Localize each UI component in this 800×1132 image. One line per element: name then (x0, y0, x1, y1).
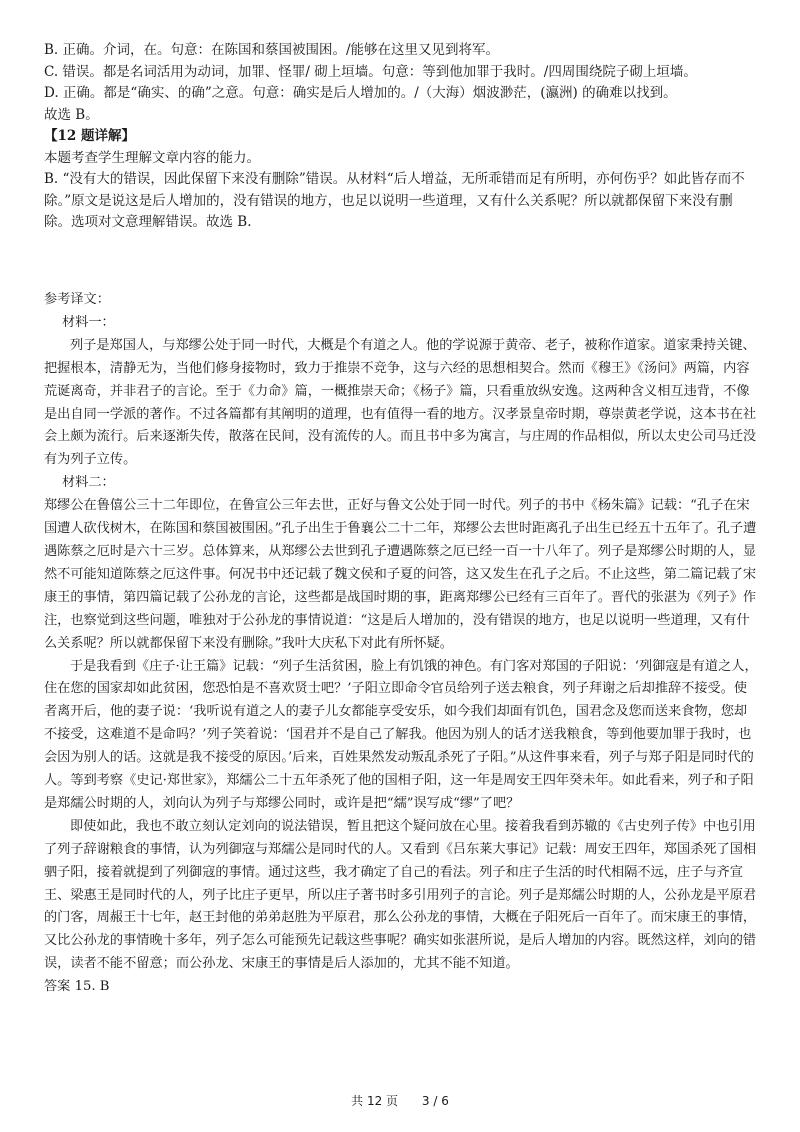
material-1-text: 列子是郑国人，与郑缪公处于同一时代，大概是个有道之人。他的学说源于黄帝、老子，被称作道家。道家秉持关键、把握根本，清静无为，当他们修身接物时，致力于推崇不竞争，这与六经的思想相契合。然而《穆王》《汤问》两篇，内容荒诞离奇，并非君子的言论。至于《力命》篇，一概推崇天命；《杨子》篇，只看重放纵安逸。这两种含义相互违背，不像是出自同一学派的著作。不过各篇都有其阐明的道理，也有值得一看的地方。汉孝景皇帝时期，尊崇黄老学说，这本书在社会上颇为流行。后来逐渐失传，散落在民间，没有流传的人。而且书中多为寓言，与庄周的作品相似，所以太史公司马迁没有为列子立传。 (44, 337, 757, 468)
page-footer (0, 1092, 800, 1109)
question-12-heading: 【12 题详解】 (44, 128, 135, 144)
material-1-label: 材料一： (62, 314, 115, 330)
reference-translation-section (44, 289, 758, 999)
answer-explanation-section (44, 40, 756, 234)
option-b-explanation: B. 正确。介词，在。句意：在陈国和蔡国被围困。/能够在这里又见到将军。 (44, 42, 500, 58)
option-c-explanation: C. 错误。都是名词活用为动词，加罪、怪罪/ 砌上垣墙。句意：等到他加罪于我时。/四周围绕院子砌上垣墙。 (44, 63, 697, 80)
page-indicator: 3 / 6 (421, 1094, 449, 1108)
material-2-paragraph-2: 于是我看到《庄子·让王篇》记载：“列子生活贫困，脸上有饥饿的神色。有门客对郑国的子阳说：‘列御寇是有道之人，住在您的国家却如此贫困，您恐怕是不喜欢贤士吧？’子阳立即命令官员给列子送去粮食，列子拜谢之后却推辞不接受。使者离开后，他的妻子说：‘我听说有道之人的妻子儿女都能享受安乐，如今我们却面有饥色，国君念及您而送来食物，您却不接受，这难道不是命吗？’列子笑着说：‘国君并不是自己了解我。他因为别人的话才送我粮食，等到他要加罪于我时，也会因为别人的话。这就是我不接受的原因。’后来，百姓果然发动叛乱杀死了子阳。”从这件事来看，列子与郑子阳是同时代的人。等到考察《史记·郑世家》，郑繻公二十五年杀死了他的国相子阳，这一年是周安王四年癸未年。如此看来，列子和子阳是郑繻公时期的人，刘向认为列子与郑缪公同时，或许是把“繻”误写成“缪”了吧？ (44, 658, 758, 811)
option-d-explanation: D. 正确。都是“确实、的确”之意。句意：确实是后人增加的。/（大海）烟波渺茫，(瀛洲) 的确难以找到。 (44, 85, 677, 101)
conclusion-text: 故选 B。 (44, 106, 99, 123)
total-pages: 共 12 页 (351, 1094, 399, 1108)
material-2-paragraph-3: 即使如此，我也不敢立刻认定刘向的说法错误，暂且把这个疑问放在心里。接着我看到苏辙的《古史列子传》中也引用了列子辞谢粮食的事情，认为列御寇与郑繻公是同时代的人。又看到《吕东莱大事记》记载：周安王四年，郑国杀死了国相驷子阳，接着就提到了列御寇的事情。通过这些，我才确定了自己的看法。列子和庄子生活的时代相隔不远，庄子与齐宣王、梁惠王是同时代的人，列子比庄子更早，所以庄子著书时多引用列子的言论。列子是郑繻公时期的人，公孙龙是平原君的门客，周赧王十七年，赵王封他的弟弟赵胜为平原君，那么公孙龙的事情，大概在子阳死后一百年了。而宋康王的事情，又比公孙龙的事情晚十多年，列子怎么可能预先记载这些事呢？确实如张湛所说，是后人增加的内容。既然这样，刘向的错误，读者不能不留意；而公孙龙、宋康王的事情是后人添加的，尤其不能不知道。 (44, 818, 757, 972)
material-2-label: 材料二： (62, 475, 115, 491)
material-2-paragraph-1: 郑缪公在鲁僖公三十二年即位，在鲁宣公三年去世，正好与鲁文公处于同一时代。列子的书中《杨朱篇》记载：“孔子在宋国遭人砍伐树木，在陈国和蔡国被围困。”孔子出生于鲁襄公二十二年，郑缪公去世时距离孔子出生已经五十五年了。孔子遭遇陈蔡之厄时是六十三岁。总体算来，从郑缪公去世到孔子遭遇陈蔡之厄已经一百一十八年了。列子是郑缪公时期的人，显然不可能知道陈蔡之厄这件事。何况书中还记载了魏文侯和子夏的问答，这又发生在孔子之后。不止这些，第二篇记载了宋康王的事情，第四篇记载了公孙龙的言论，这些都是战国时期的事，距离郑缪公已经有三百年了。晋代的张湛为《列子》作注，也察觉到这些问题，唯独对于公孙龙的事情说道：“这是后人增加的，没有错误的地方，也足以说明一些道理，又有什么关系呢？所以就都保留下来没有删除。”我叶大庆私下对此有所怀疑。 (44, 498, 757, 651)
question-intro: 本题考查学生理解文章内容的能力。 (44, 149, 260, 166)
option-b-analysis: B. “没有大的错误，因此保留下来没有删除”错误。从材料“后人增益，无所乖错而足有所明，亦何伤乎？如此皆存而不除。”原文是说这是后人增加的，没有错误的地方，也足以说明一些道理，又有什么关系呢？所以就都保留下来没有删除。选项对文意理解错误。故选 B. (44, 171, 745, 230)
translation-title: 参考译文： (44, 292, 110, 307)
answer-line: 答案 15. B (44, 979, 110, 995)
